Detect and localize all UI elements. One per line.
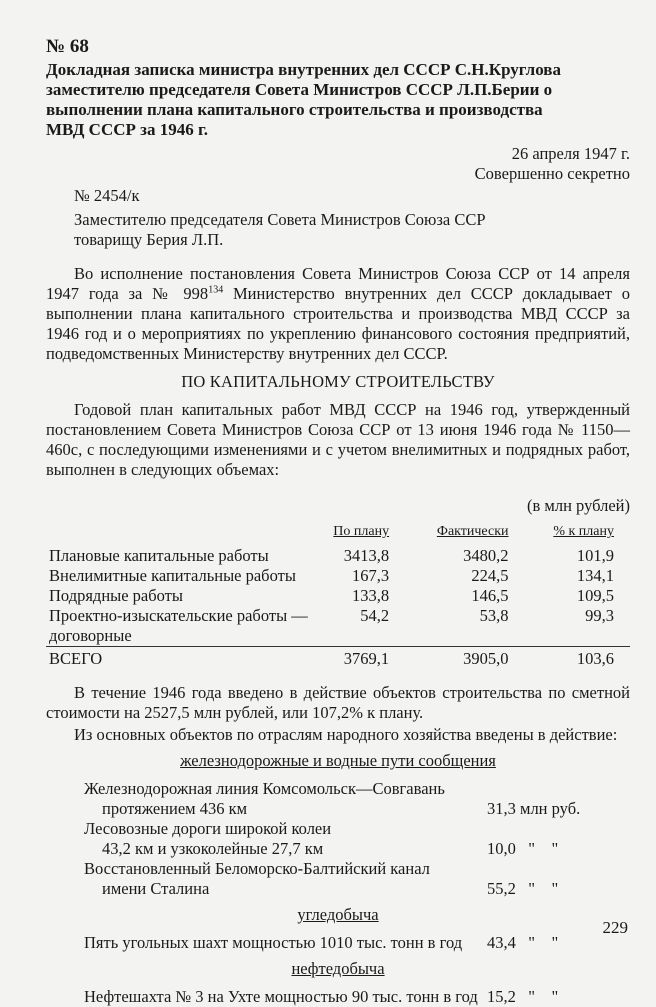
plan-value: 54,2 <box>360 606 390 625</box>
object-name <box>84 987 487 1007</box>
addressee-line: Заместителю председателя Совета Министров Союза ССР <box>74 210 486 229</box>
pct-value: 99,3 <box>585 606 614 625</box>
objects-list <box>46 751 630 1007</box>
addressee-line: товарищу Берия Л.П. <box>74 230 224 249</box>
capital-works-table <box>46 522 630 669</box>
fact-value: 146,5 <box>471 586 509 605</box>
object-value: 31,3 млн руб. <box>487 799 581 818</box>
object-name-line: Пять угольных шахт мощностью 1010 тыс. тонн в год <box>84 933 463 952</box>
intro-paragraph <box>46 264 630 364</box>
document-page <box>46 36 630 1007</box>
object-value: 55,2 " " <box>487 879 559 898</box>
footnote-ref: 134 <box>208 284 224 296</box>
plan-value: 167,3 <box>351 566 390 585</box>
object-name-line: протяжением 436 км <box>102 799 248 818</box>
fact-value: 224,5 <box>471 566 509 585</box>
object-name-line: 43,2 км и узкоколейные 27,7 км <box>102 839 324 858</box>
paragraph-text: Министерство внутренних дел СССР докладывает о выполнении плана капитального строительства и производства МВД СССР за 1946 год и о мероприятиях по укреплению финансового состояния предприятий, подведомственных Министерству внутренних дел СССР. <box>46 284 630 363</box>
object-name-line: Восстановленный Беломорско-Балтийский канал <box>84 859 430 878</box>
object-value: 15,2 " " <box>487 987 559 1006</box>
object-name-line: Нефтешахта № 3 на Ухте мощностью 90 тыс. тонн в год <box>84 987 478 1006</box>
pct-value: 134,1 <box>576 566 614 585</box>
object-item <box>46 987 630 1007</box>
object-value: 43,4 " " <box>487 933 559 952</box>
object-item <box>46 819 630 859</box>
commissioned-paragraph: В течение 1946 года введено в действие объектов строительства по сметной стоимости на 2527,5 млн рублей, или 107,2% к плану. <box>46 683 630 722</box>
row-label: Проектно-изыскательские работы — договорные <box>49 606 308 645</box>
classification-mark: Совершенно секретно <box>474 164 630 183</box>
row-label: Внелимитные капитальные работы <box>49 566 296 585</box>
pct-value: 101,9 <box>576 546 614 565</box>
section-heading: ПО КАПИТАЛЬНОМУ СТРОИТЕЛЬСТВУ <box>181 372 495 391</box>
table-row <box>46 546 630 566</box>
object-item <box>46 779 630 819</box>
table-row <box>46 586 630 606</box>
addressee <box>46 210 630 250</box>
object-value: 10,0 " " <box>487 839 559 858</box>
pct-value: 109,5 <box>576 586 614 605</box>
table-unit: (в млн рублей) <box>527 496 630 515</box>
sector-title: угледобыча <box>297 905 379 924</box>
paragraph-text: Во исполнение постановления Совета Министров Союза ССР от 14 апреля 1947 года за № 998 <box>46 264 630 303</box>
table-row <box>46 606 630 647</box>
fact-value: 53,8 <box>479 606 509 625</box>
object-name-line: имени Сталина <box>102 879 210 898</box>
object-name <box>84 933 487 953</box>
row-label: ВСЕГО <box>46 647 322 670</box>
reference-number: № 2454/к <box>74 186 140 205</box>
col-header-fact: Фактически <box>436 524 509 539</box>
document-date: 26 апреля 1947 г. <box>511 144 630 163</box>
object-item <box>46 933 630 953</box>
plan-value: 3413,8 <box>343 546 390 565</box>
col-header-pct: % к плану <box>553 524 614 539</box>
plan-value: 133,8 <box>351 586 390 605</box>
page-number: 229 <box>602 918 628 937</box>
table-total-row <box>46 647 630 670</box>
document-title: Докладная записка министра внутренних дел СССР С.Н.Круглова заместителю председателя Совета Министров СССР Л.П.Берии о выполнении плана капитального строительства и производства МВД СССР за 1946 г. <box>46 60 561 139</box>
object-name <box>84 819 487 859</box>
document-number: № 68 <box>46 36 89 57</box>
row-label: Подрядные работы <box>49 586 183 605</box>
sector-title: железнодорожные и водные пути сообщения <box>180 751 496 770</box>
object-name <box>84 859 487 899</box>
plan-paragraph: Годовой план капитальных работ МВД СССР на 1946 год, утвержденный постановлением Совета Министров Союза ССР от 13 июня 1946 года № 1150—460с, с последующими изменениями и с учетом внелимитных и подрядных работ, выполнен в следующих объемах: <box>46 400 630 479</box>
table-row <box>46 566 630 586</box>
sector-title: нефтедобыча <box>291 959 385 978</box>
col-header-plan: По плану <box>333 524 390 539</box>
fact-value: 3905,0 <box>389 647 508 670</box>
pct-value: 103,6 <box>509 647 630 670</box>
plan-value: 3769,1 <box>322 647 389 670</box>
row-label: Плановые капитальные работы <box>49 546 269 565</box>
object-name <box>84 779 487 819</box>
fact-value: 3480,2 <box>463 546 509 565</box>
object-item <box>46 859 630 899</box>
table-header-row <box>46 522 630 546</box>
objects-paragraph: Из основных объектов по отраслям народного хозяйства введены в действие: <box>74 725 618 744</box>
object-name-line: Железнодорожная линия Комсомольск—Совгавань <box>84 779 445 798</box>
object-name-line: Лесовозные дороги широкой колеи <box>84 819 332 838</box>
